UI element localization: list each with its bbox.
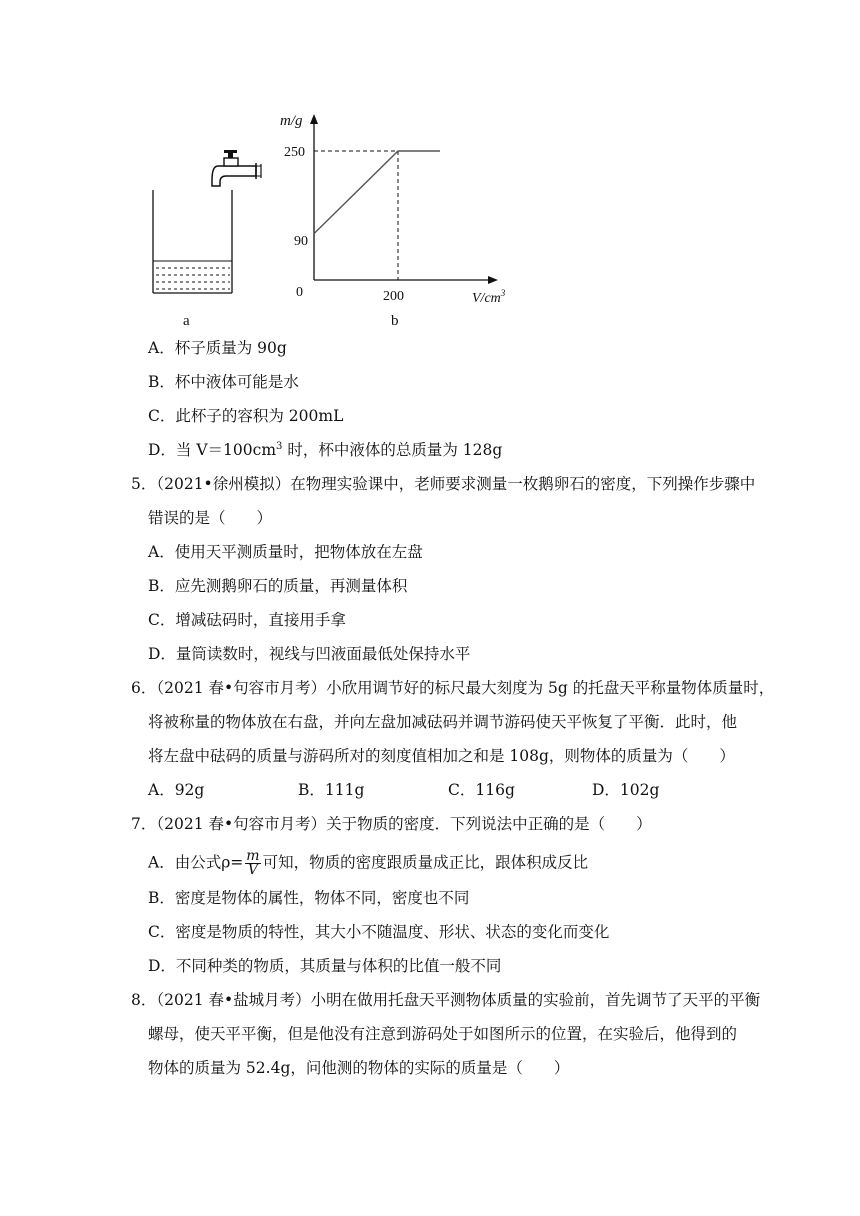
x-axis-label: $V/cm^3$: [472, 288, 506, 306]
q6-stem: 6．（2021 春•句容市月考）小欣用调节好的标尺最大刻度为 5g 的托盘天平称量物体质量时，: [131, 679, 775, 697]
series-line: [314, 151, 440, 234]
q4-option-a: A．杯子质量为 90g: [148, 339, 287, 357]
q4-figure: [140, 100, 540, 335]
q6-options: [148, 780, 659, 800]
q4-option-d: D．当 $V=100cm^3$ 时，杯中液体的总质量为 128g: [148, 441, 503, 459]
mv-graph: [280, 113, 506, 329]
q6-line-2: 将被称量的物体放在右盘，并向左盘加减砝码并调节游码使天平恢复了平衡．此时，他: [148, 713, 738, 731]
q7-option-d: D．不同种类的物质，其质量与体积的比值一般不同: [148, 957, 502, 975]
q6-line-3: 将左盘中砝码的质量与游码所对的刻度值相加之和是 108g，则物体的质量为（ ）: [148, 747, 735, 765]
q5-option-b: B．应先测鹅卵石的质量，再测量体积: [148, 577, 408, 595]
q7-stem: 7．（2021 春•句容市月考）关于物质的密度．下列说法中正确的是（ ）: [131, 815, 652, 833]
density-fraction: $\frac{m}{V}$: [246, 848, 260, 878]
cup-with-liquid-icon: [153, 190, 232, 293]
figure-b-label: b: [391, 313, 399, 329]
q5-stem-cont: 错误的是（ ）: [148, 509, 273, 527]
q8-stem: 8．（2021 春•盐城月考）小明在做用托盘天平测物体质量的实验前，首先调节了天平的平衡: [131, 991, 761, 1009]
q6-option-c: C．116g: [448, 781, 515, 799]
q4-option-c: C．此杯子的容积为 200mL: [148, 407, 344, 425]
x-axis-arrow: [488, 276, 498, 284]
q7-option-c: C．密度是物质的特性，其大小不随温度、形状、状态的变化而变化: [148, 923, 610, 941]
q5-option-c: C．增减砝码时，直接用手拿: [148, 611, 346, 629]
q4-option-b: B．杯中液体可能是水: [148, 373, 299, 391]
q7-option-b: B．密度是物体的属性，物体不同，密度也不同: [148, 889, 470, 907]
y-tick-90: 90: [294, 234, 308, 249]
q5-option-a: A．使用天平测质量时，把物体放在左盘: [148, 543, 423, 561]
y-tick-250: 250: [284, 145, 305, 160]
q8-line-3: 物体的质量为 52.4g，问他测的物体的实际的质量是（ ）: [148, 1059, 570, 1077]
origin-label: 0: [296, 285, 303, 300]
faucet-icon: [212, 150, 261, 186]
q6-option-b: B．111g: [298, 781, 365, 799]
q5-stem: 5．（2021•徐州模拟）在物理实验课中，老师要求测量一枚鹅卵石的密度，下列操作步骤中: [131, 475, 756, 493]
y-axis-arrow: [310, 114, 318, 124]
y-axis-label: m/g: [280, 113, 303, 129]
q8-line-2: 螺母，使天平平衡，但是他没有注意到游码处于如图所示的位置，在实验后，他得到的: [148, 1025, 738, 1043]
q6-option-a: A．92g: [148, 781, 205, 799]
figure-svg: [140, 100, 540, 335]
q7-option-a: A．由公式ρ= $\frac{m}{V}$ 可知，物质的密度跟质量成正比，跟体积成反比: [148, 848, 589, 878]
q5-option-d: D．量筒读数时，视线与凹液面最低处保持水平: [148, 645, 471, 663]
figure-a-label: a: [183, 313, 190, 329]
x-tick-200: 200: [383, 289, 404, 304]
q6-option-d: D．102g: [592, 781, 660, 799]
